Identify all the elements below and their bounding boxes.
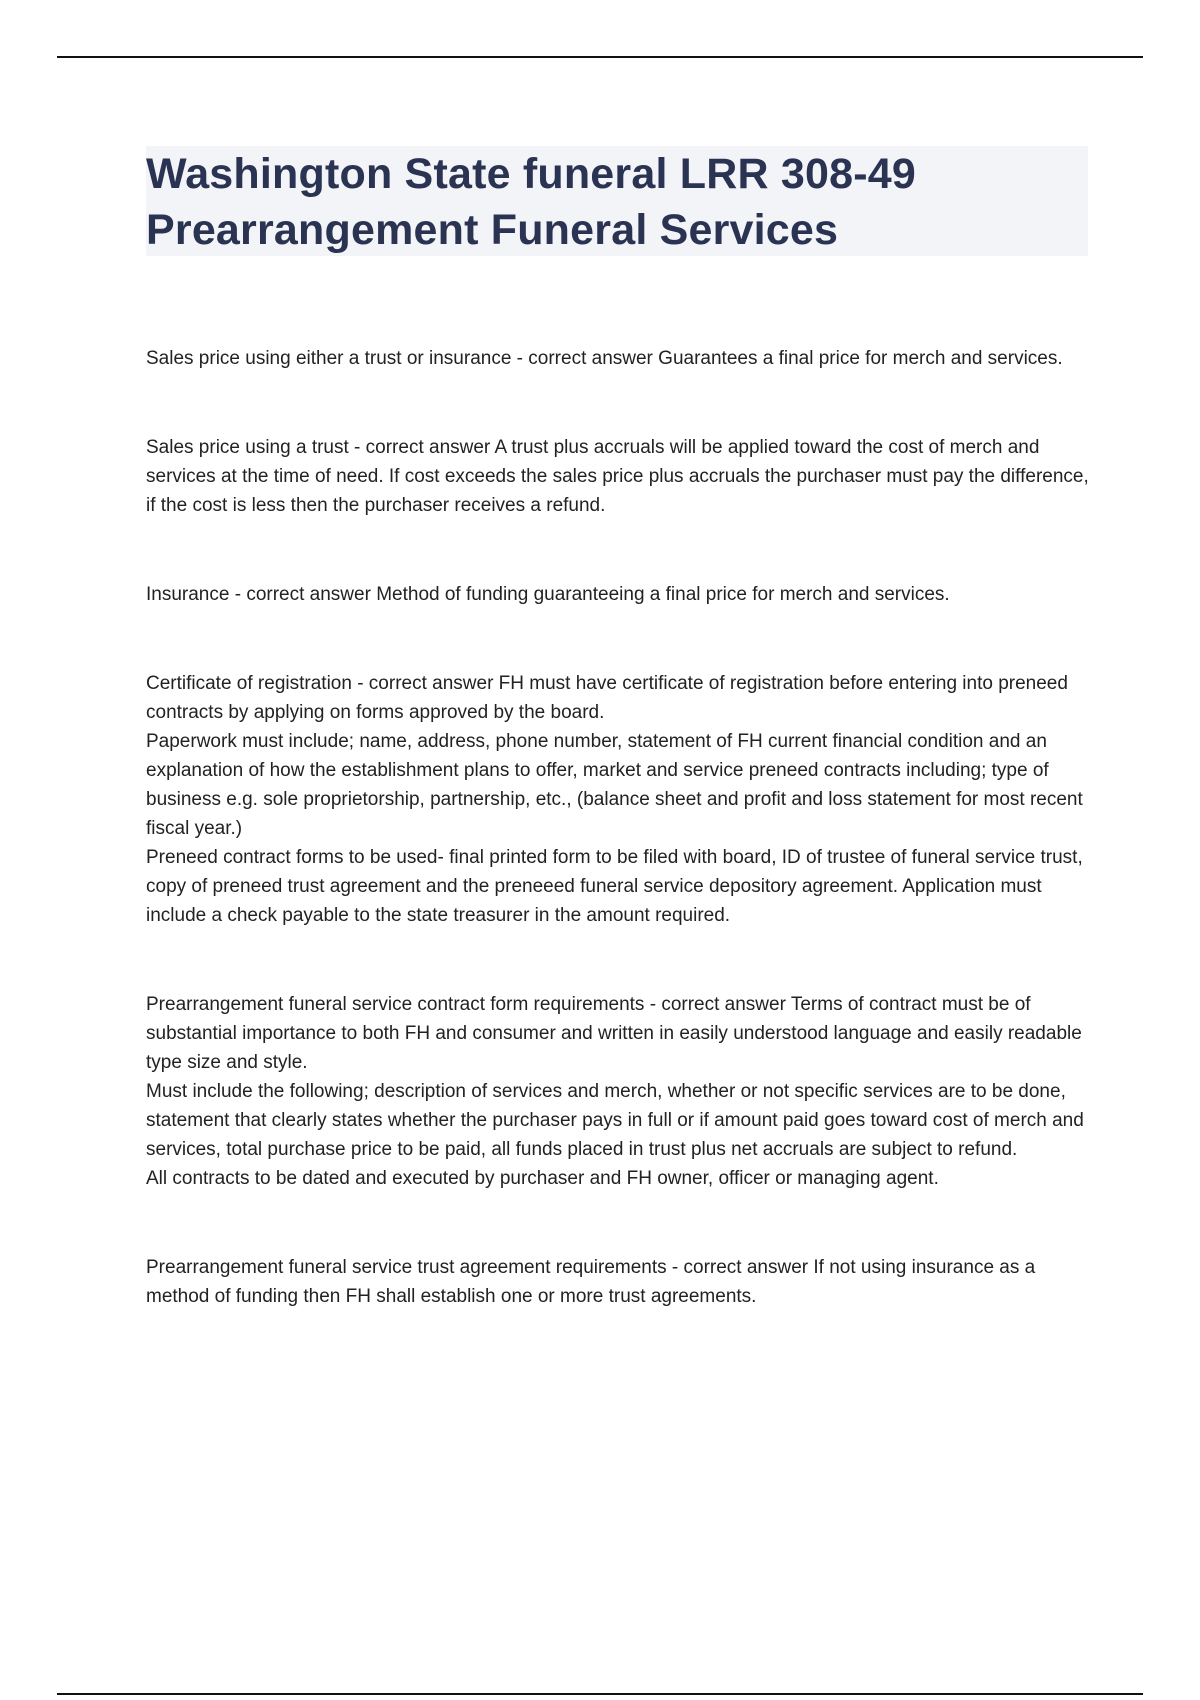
entry-sales-price-either [146,344,1096,373]
entry-paragraph: All contracts to be dated and executed by purchaser and FH owner, officer or managing agent. [146,1168,939,1189]
entry-sales-price-trust [146,433,1096,520]
entry-paragraph: Preneed contract forms to be used- final printed form to be filed with board, ID of trustee of funeral service trust, copy of preneed trust agreement and the preneeed funeral service depository agreement. Application must include a check payable to the state treasurer in the amount required. [146,847,1083,926]
title-line-2: Prearrangement Funeral Services [146,206,839,254]
bottom-rule [57,1693,1143,1695]
entry-paragraph: Prearrangement funeral service trust agreement requirements - correct answer If not using insurance as a method of funding then FH shall establish one or more trust agreements. [146,1257,1036,1307]
entry-trust-agreement-requirements [146,1253,1096,1311]
entry-contract-form-requirements [146,990,1096,1193]
entry-paragraph: Paperwork must include; name, address, phone number, statement of FH current financial condition and an explanation of how the establishment plans to offer, market and service preneed contracts including; type of business e.g. sole proprietorship, partnership, etc., (balance sheet and profit and loss statement for most recent fiscal year.) [146,731,1083,839]
entry-insurance [146,580,1096,609]
entry-certificate-of-registration [146,669,1096,930]
entry-paragraph: Insurance - correct answer Method of funding guaranteeing a final price for merch and services. [146,584,950,605]
entry-paragraph: Certificate of registration - correct answer FH must have certificate of registration before entering into preneed contracts by applying on forms approved by the board. [146,673,1068,723]
entry-paragraph: Must include the following; description of services and merch, whether or not specific services are to be done, statement that clearly states whether the purchaser pays in full or if amount paid goes toward cost of merch and services, total purchase price to be paid, all funds placed in trust plus net accruals are subject to refund. [146,1081,1084,1160]
entry-paragraph: Prearrangement funeral service contract form requirements - correct answer Terms of contract must be of substantial importance to both FH and consumer and written in easily understood language and easily readable type size and style. [146,994,1082,1073]
document-body [146,344,1096,1311]
entry-paragraph: Sales price using a trust - correct answer A trust plus accruals will be applied toward the cost of merch and services at the time of need. If cost exceeds the sales price plus accruals the purchaser must pay the difference, if the cost is less then the purchaser receives a refund. [146,437,1089,516]
document-title [146,146,1088,258]
top-rule [57,56,1143,58]
title-line-1: Washington State funeral LRR 308-49 [146,150,916,198]
entry-paragraph: Sales price using either a trust or insurance - correct answer Guarantees a final price for merch and services. [146,348,1063,369]
title-block [146,146,1088,256]
